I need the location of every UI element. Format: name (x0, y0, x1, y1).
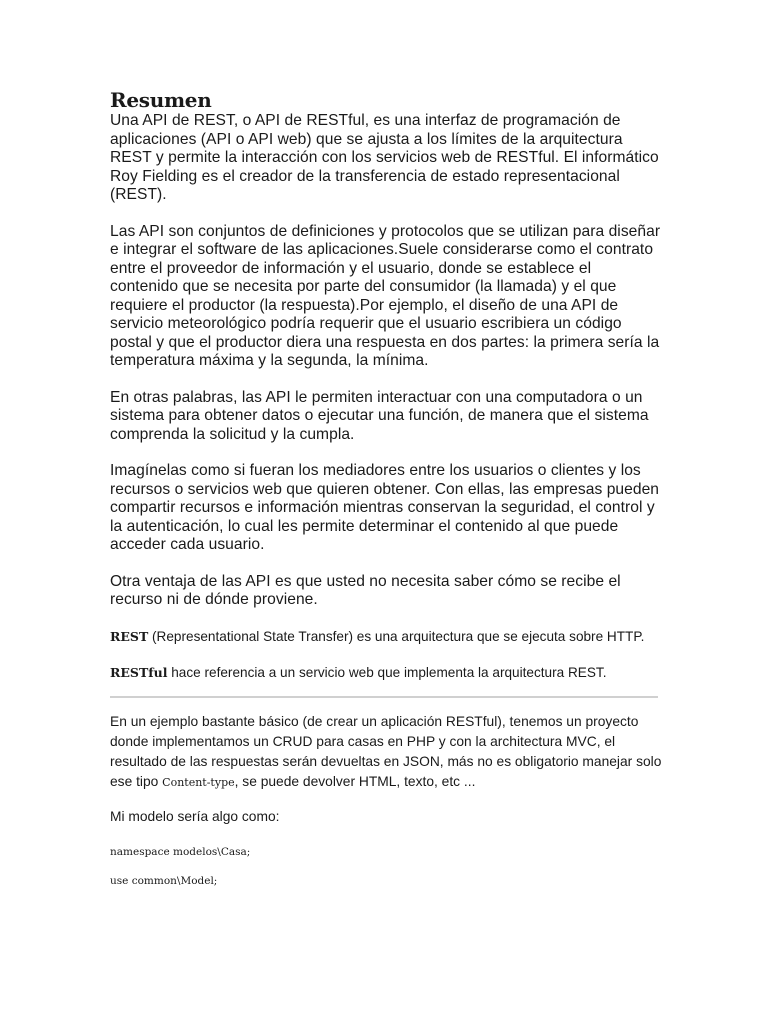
definition-text-rest: (Representational State Transfer) es una arquitectura que se ejecuta sobre HTTP. (148, 628, 645, 644)
code-line-use: use common\Model; (110, 874, 218, 887)
document-page (110, 88, 662, 888)
definition-restful (110, 664, 662, 682)
paragraph-api-interaction: En otras palabras, las API le permiten interactuar con una computadora o un sistema para obtener datos o ejecutar una función, de manera que el sistema comprenda la solicitud y la cumpla. (110, 388, 649, 443)
definition-rest (110, 628, 662, 646)
example-text-after: , se puede devolver HTML, texto, etc ... (234, 773, 476, 789)
example-text-before: En un ejemplo bastante básico (de crear un aplicación RESTful), tenemos un proyecto donde implementamos un CRUD para casas en PHP y con la architectura MVC, el resultado de las respuestas serán devueltas en JSON, más no es obligatorio manejar solo ese tipo (110, 713, 662, 789)
paragraph-rest-api-definition: Una API de REST, o API de RESTful, es una interfaz de programación de aplicaciones (API o API web) que se ajusta a los límites de la arquitectura REST y permite la interacción con los servicios web de RESTful. El informático Roy Fielding es el creador de la transferencia de estado representacional (REST). (110, 112, 659, 203)
page-title: Resumen (110, 88, 212, 112)
paragraph-api-mediators: Imagínelas como si fueran los mediadores entre los usuarios o clientes y los recursos o servicios web que quieren obtener. Con ellas, las empresas pueden compartir recursos e información mientras conservan la seguridad, el control y la autenticación, lo cual les permite determinar el contenido al que puede acceder cada usuario. (110, 462, 660, 553)
section-divider (110, 696, 658, 698)
paragraph-api-advantage: Otra ventaja de las API es que usted no necesita saber cómo se recibe el recurso ni de dónde proviene. (110, 572, 621, 608)
definition-term-rest: REST (110, 628, 149, 644)
definition-text-restful: hace referencia a un servicio web que implementa la arquitectura REST. (167, 664, 607, 680)
paragraph-api-contract: Las API son conjuntos de definiciones y protocolos que se utilizan para diseñar e integrar el software de las aplicaciones.Suele considerarse como el contrato entre el proveedor de información y el usuario, donde se establece el contenido que se necesita por parte del consumidor (la llamada) y el que requiere el productor (la respuesta).Por ejemplo, el diseño de una API de servicio meteorológico podría requerir que el usuario escribiera un código postal y que el productor diera una respuesta en dos partes: la primera sería la temperatura máxima y la segunda, la mínima. (110, 222, 661, 369)
inline-code-content-type: Content-type (162, 775, 235, 789)
definition-term-restful: RESTful (110, 664, 168, 680)
example-paragraph (110, 712, 662, 793)
code-line-namespace: namespace modelos\Casa; (110, 845, 251, 858)
model-intro: Mi modelo sería algo como: (110, 808, 280, 824)
